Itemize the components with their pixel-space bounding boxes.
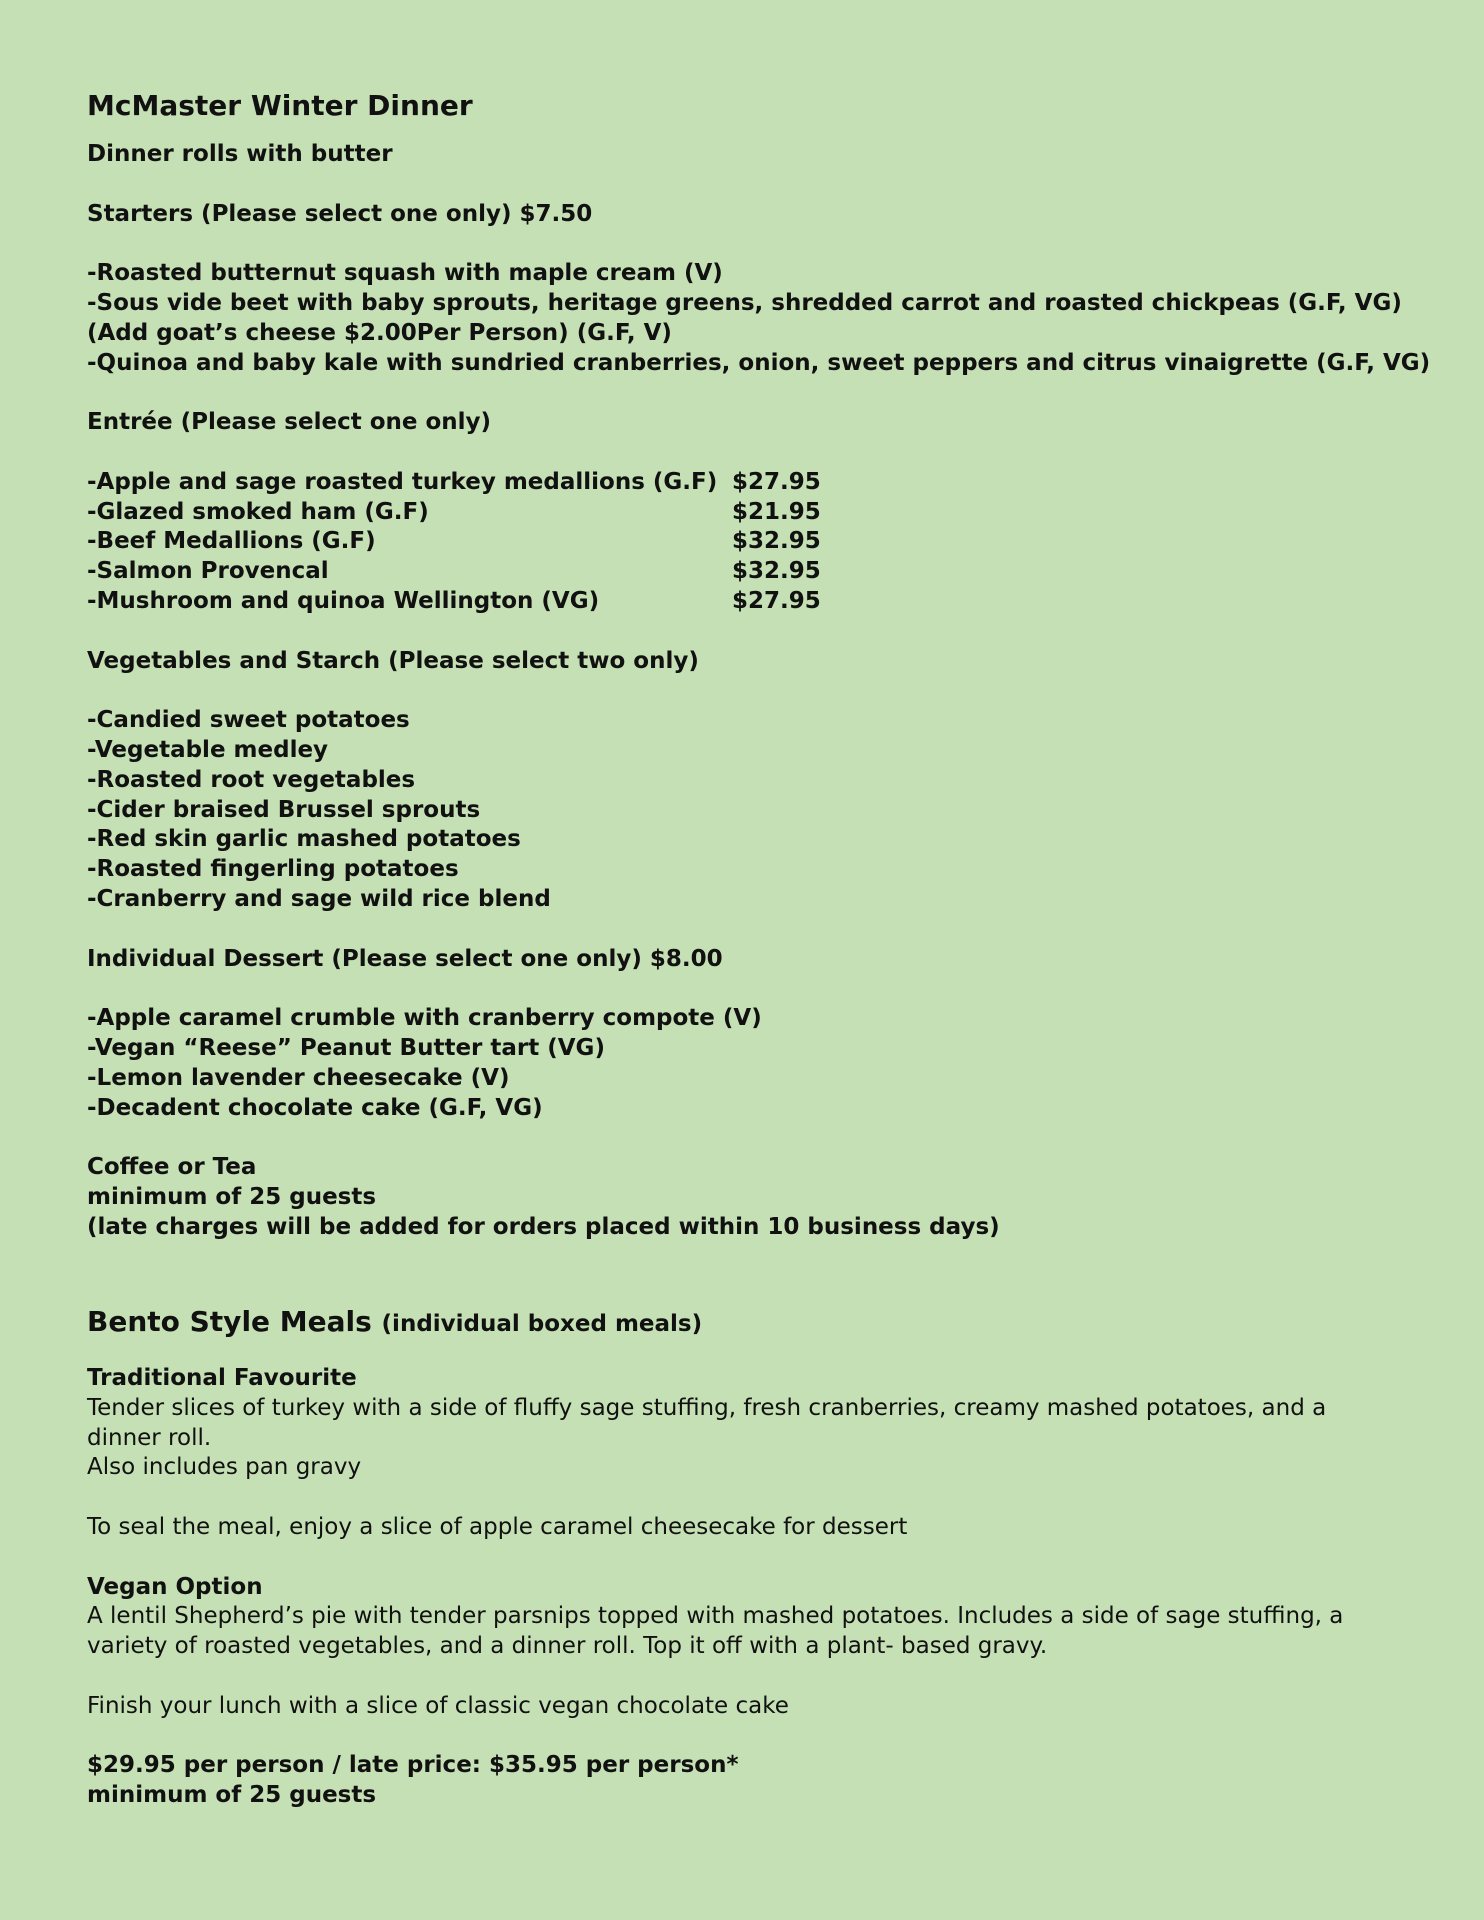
- list-item: (Add goat’s cheese $2.00Per Person) (G.F, V): [87, 319, 672, 346]
- list-item: -Apple caramel crumble with cranberry compote (V): [87, 1005, 762, 1032]
- traditional-description: Tender slices of turkey with a side of fluffy sage stuffing, fresh cranberries, creamy mashed potatoes, and a dinner roll.: [87, 1394, 1327, 1451]
- list-item: -Decadent chocolate cake (G.F, VG): [87, 1094, 543, 1121]
- traditional-title: Traditional Favourite: [87, 1365, 357, 1392]
- list-item: -Cranberry and sage wild rice blend: [87, 885, 551, 912]
- list-item: -Sous vide beet with baby sprouts, heritage greens, shredded carrot and roasted chickpeas (G.F, VG): [87, 289, 1402, 316]
- list-item: -Roasted butternut squash with maple cream (V): [87, 260, 723, 287]
- list-item: -Quinoa and baby kale with sundried cranberries, onion, sweet peppers and citrus vinaigrette (G.F, VG): [87, 349, 1431, 376]
- bento-minimum-guests: minimum of 25 guests: [87, 1782, 377, 1809]
- list-item: -Cider braised Brussel sprouts: [87, 796, 481, 823]
- page-title: McMaster Winter Dinner: [87, 89, 473, 122]
- late-charges-note: (late charges will be added for orders placed within 10 business days): [87, 1213, 1000, 1240]
- vegan-title: Vegan Option: [87, 1573, 263, 1600]
- traditional-gravy: Also includes pan gravy: [87, 1454, 362, 1481]
- list-item: -Roasted root vegetables: [87, 766, 416, 793]
- traditional-dessert: To seal the meal, enjoy a slice of apple caramel cheesecake for dessert: [87, 1514, 908, 1541]
- entree-price: $32.95: [732, 558, 821, 585]
- coffee-or-tea: Coffee or Tea: [87, 1154, 257, 1181]
- entree-price: $27.95: [732, 468, 821, 495]
- bento-title: Bento Style Meals: [87, 1305, 372, 1339]
- entree-name: -Mushroom and quinoa Wellington (VG): [87, 587, 600, 614]
- entree-name: -Glazed smoked ham (G.F): [87, 498, 429, 525]
- entree-price: $32.95: [732, 528, 821, 555]
- entree-price: $27.95: [732, 587, 821, 614]
- list-item: -Roasted fingerling potatoes: [87, 856, 459, 883]
- entree-row: [87, 468, 1484, 498]
- bento-heading: [87, 1302, 1484, 1344]
- vegan-description: A lentil Shepherd’s pie with tender parsnips topped with mashed potatoes. Includes a side of sage stuffing, a variety of roasted vegetables, and a dinner roll. Top it off with a plant- based gravy.: [87, 1603, 1344, 1660]
- list-item: -Vegetable medley: [87, 736, 329, 763]
- list-item: -Vegan “Reese” Peanut Butter tart (VG): [87, 1034, 605, 1061]
- dinner-rolls: Dinner rolls with butter: [87, 141, 393, 167]
- entree-row: [87, 527, 1484, 557]
- entree-row: [87, 557, 1484, 587]
- list-item: -Lemon lavender cheesecake (V): [87, 1064, 510, 1091]
- dessert-heading: Individual Dessert (Please select one only) $8.00: [87, 945, 723, 972]
- list-item: -Red skin garlic mashed potatoes: [87, 826, 521, 853]
- list-item: -Candied sweet potatoes: [87, 707, 410, 734]
- bento-price: $29.95 per person / late price: $35.95 per person*: [87, 1752, 739, 1779]
- entree-row: [87, 498, 1484, 528]
- entree-heading: Entrée (Please select one only): [87, 409, 492, 436]
- entree-row: [87, 587, 1484, 617]
- entree-name: -Beef Medallions (G.F): [87, 528, 376, 555]
- entree-name: -Salmon Provencal: [87, 558, 329, 585]
- vegan-dessert: Finish your lunch with a slice of classic vegan chocolate cake: [87, 1692, 789, 1719]
- minimum-guests: minimum of 25 guests: [87, 1183, 377, 1210]
- entree-price: $21.95: [732, 498, 821, 525]
- bento-subtitle: (individual boxed meals): [381, 1311, 703, 1338]
- starters-heading: Starters (Please select one only) $7.50: [87, 200, 593, 227]
- entree-name: -Apple and sage roasted turkey medallions (G.F): [87, 468, 718, 495]
- vegetables-heading: Vegetables and Starch (Please select two only): [87, 647, 699, 674]
